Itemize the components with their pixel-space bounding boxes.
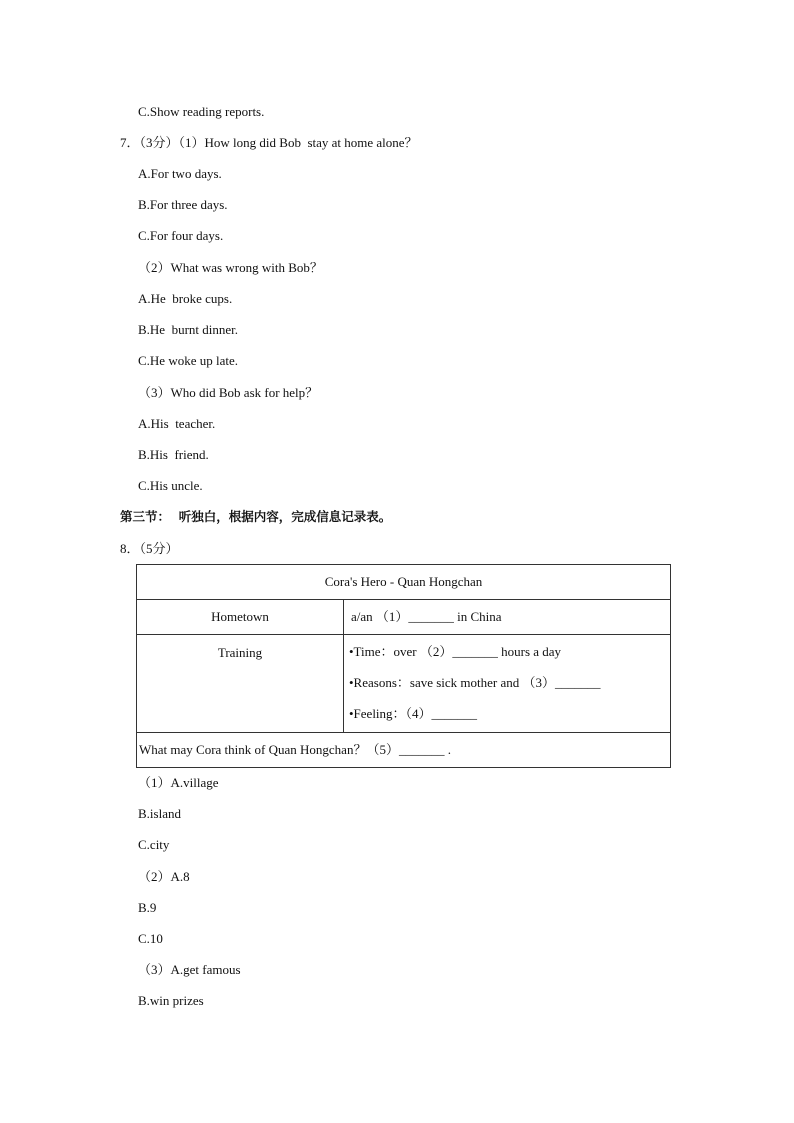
training-feeling: •Feeling：（4）_______ xyxy=(349,706,478,721)
table-title: Cora's Hero - Quan Hongchan xyxy=(137,565,671,600)
q7-sub3-option-b: B.His friend. xyxy=(138,447,209,462)
q7-sub2-option-a: A.He broke cups. xyxy=(138,291,233,306)
q7-sub2-prompt: （2）What was wrong with Bob？ xyxy=(138,260,323,275)
q7-sub1-option-a: A.For two days. xyxy=(138,166,222,181)
q7-sub3-option-c: C.His uncle. xyxy=(138,478,203,493)
q7-sub2-option-b: B.He burnt dinner. xyxy=(138,322,239,337)
training-reasons: •Reasons：save sick mother and （3）_______ xyxy=(349,675,601,690)
training-details xyxy=(344,635,671,733)
q8-sub1-prompt: （1）A.village xyxy=(138,775,219,790)
q7-sub3-prompt: （3）Who did Bob ask for help？ xyxy=(138,385,319,400)
q8-sub2-option-b: B.9 xyxy=(138,900,157,915)
q7-sub1-option-c: C.For four days. xyxy=(138,228,224,243)
q8-sub1-option-b: B.island xyxy=(138,806,181,821)
q7-score: （3分） xyxy=(139,135,179,150)
hometown-value: a/an （1）_______ in China xyxy=(344,600,671,635)
training-time: •Time：over （2）_______ hours a day xyxy=(349,644,562,659)
q7-sub3-option-a: A.His teacher. xyxy=(138,416,216,431)
hometown-label: Hometown xyxy=(137,600,344,635)
q7-sub1-option-b: B.For three days. xyxy=(138,197,228,212)
q6-option-c: C.Show reading reports. xyxy=(138,104,265,119)
q7-sub1-prompt: （1）How long did Bob stay at home alone？ xyxy=(178,135,418,150)
q8-header xyxy=(120,541,179,557)
q8-sub3-option-b: B.win prizes xyxy=(138,993,204,1008)
q8-sub2-option-c: C.10 xyxy=(138,931,163,946)
q8-sub3-prompt: （3）A.get famous xyxy=(138,962,241,977)
q7-sub2-option-c: C.He woke up late. xyxy=(138,353,239,368)
section3-heading: 第三节： 听独白，根据内容，完成信息记录表。 xyxy=(120,509,392,524)
q8-number: 8． xyxy=(120,541,140,556)
table-question: What may Cora think of Quan Hongchan？（5）_______ . xyxy=(137,733,671,768)
q7-header xyxy=(120,135,418,151)
training-label: Training xyxy=(137,635,344,733)
q8-score: （5分） xyxy=(139,541,179,556)
q8-sub1-option-c: C.city xyxy=(138,837,170,852)
info-record-table xyxy=(136,564,671,768)
q8-sub2-prompt: （2）A.8 xyxy=(138,869,190,884)
q7-number: 7． xyxy=(120,135,140,150)
